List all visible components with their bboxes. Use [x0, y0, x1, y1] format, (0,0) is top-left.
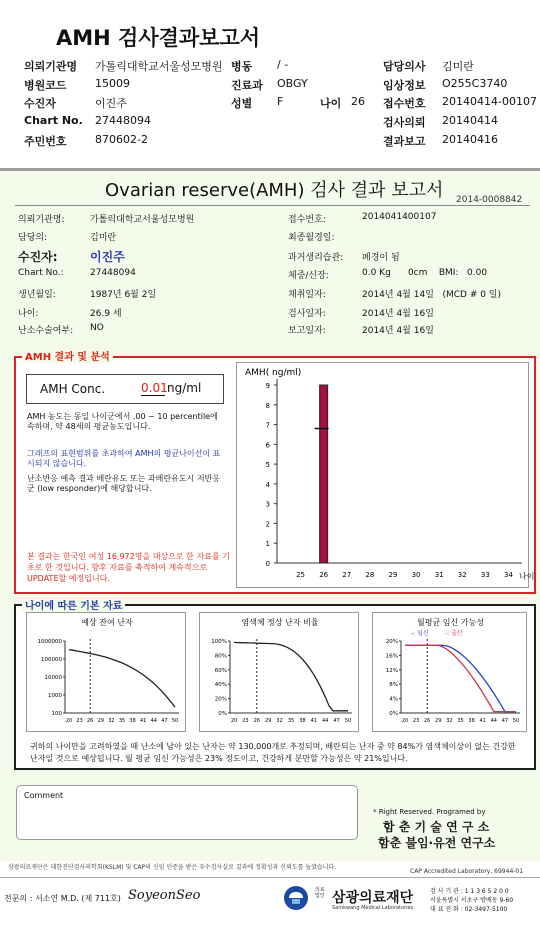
chart-title: 예상 잔여 난자: [81, 618, 133, 627]
report-right-label: 체중/신장:: [288, 271, 329, 281]
top-label: 접수번호: [383, 97, 426, 110]
report-left-value: NO: [90, 323, 104, 333]
chart-x-tick-label: 32: [108, 718, 115, 724]
chart-x-tick-label: 26: [87, 718, 94, 724]
lab-address: 서울특별시 서초구 방배동 9-60: [430, 897, 514, 904]
legend-birth: -: 출산: [445, 630, 463, 637]
amh-y-tick-label: 7: [265, 421, 270, 430]
amh-y-tick-label: 5: [265, 461, 270, 470]
pregnancy-chance-chart-frame: [372, 612, 527, 732]
normal-ratio-curve: [234, 642, 348, 710]
lab-phone: 대 표 전 화 : 02-3497-5100: [430, 906, 508, 913]
amh-bar: [320, 385, 328, 563]
report-left-value: 26.9 세: [90, 309, 122, 319]
top-label: 의뢰기관명: [24, 60, 78, 73]
amh-chart-frame: [236, 362, 535, 588]
title-divider: [15, 205, 530, 206]
chart-x-tick-label: 29: [435, 718, 442, 724]
chart-y-tick-label: 40%: [214, 682, 227, 689]
report-left-label: 담당의:: [18, 233, 48, 243]
chart-y-tick-label: 20%: [385, 639, 398, 645]
chart-x-tick-label: 50: [171, 718, 179, 724]
report-left-value: 27448094: [90, 268, 136, 278]
report-right-value: 2014041400107: [362, 212, 437, 222]
age-summary-text: 귀하의 나이만을 고려하였을 때 난소에 남아 있는 난자는 약 130,000개로 추정되며, 배란되는 난자 중 약 84%가 염색체이상이 없는 건강한 난자일 것으로 예상됩니다. 월 평균 임신 가능성은 23% 정도이고, 건강하게 분만할 가능성은 약 21%입니다.: [30, 742, 516, 763]
top-label: 검사의뢰: [383, 116, 426, 129]
chart-x-tick-label: 38: [129, 718, 136, 724]
top-value: / -: [277, 58, 289, 71]
top-value: 27448094: [95, 114, 151, 127]
amh-x-tick-label: 26: [319, 571, 329, 579]
remaining-eggs-chart-frame: [26, 612, 186, 732]
chart-y-tick-label: 1000000: [37, 639, 62, 645]
amh-y-tick-label: 8: [265, 401, 270, 410]
amh-x-tick-label: 34: [503, 571, 513, 579]
chart-x-tick-label: 41: [310, 718, 317, 724]
chart-x-tick-label: 20: [401, 718, 409, 724]
amh-x-axis-label: 나이: [519, 572, 535, 581]
report-right-label: 접수번호:: [288, 215, 326, 225]
report-right-value: 폐경이 됨: [362, 253, 400, 263]
chart-y-tick-label: 100%: [211, 639, 227, 645]
remaining-eggs-chart: [27, 613, 187, 733]
report-left-label: 수진자:: [18, 250, 58, 264]
amh-y-tick-label: 0: [265, 560, 270, 568]
chart-x-tick-label: 44: [322, 718, 329, 724]
pregnancy-chance-chart: [373, 613, 528, 733]
samkwang-logo-icon: [284, 886, 308, 910]
chart-y-tick-label: 100000: [41, 657, 62, 663]
chart-x-tick-label: 44: [490, 718, 497, 724]
amh-x-tick-label: 29: [388, 571, 398, 579]
chart-x-tick-label: 41: [140, 718, 147, 724]
chart-y-tick-label: 1000: [48, 693, 62, 699]
chart-y-tick-label: 8%: [389, 682, 398, 689]
top-label: 주민번호: [24, 135, 67, 148]
top-label: 수진자: [24, 97, 56, 110]
research-institute-2: 함춘 불임·유전 연구소: [378, 836, 496, 850]
chart-x-tick-label: 44: [150, 718, 157, 724]
amh-x-tick-label: 32: [457, 571, 467, 579]
report-right-label: 검사일자:: [288, 309, 326, 319]
amh-by-age-chart: [237, 363, 535, 589]
chart-x-tick-label: 50: [344, 718, 352, 724]
top-value: 870602-2: [95, 133, 148, 146]
top-value: OBGY: [277, 77, 308, 90]
comment-box: [16, 785, 358, 840]
chart-x-tick-label: 47: [501, 718, 509, 724]
top-label: Chart No.: [24, 114, 83, 127]
chart-x-tick-label: 26: [424, 718, 431, 724]
foundation-english-name: Samkwang Medical Laboratories: [332, 905, 414, 911]
chart-x-tick-label: 20: [230, 718, 238, 724]
report-left-label: 생년월일:: [18, 290, 56, 300]
normal-chromosome-chart: [200, 613, 360, 733]
top-value: F: [277, 95, 284, 108]
chart-title: 염색체 정상 난자 비율: [241, 618, 319, 627]
top-value: 26: [351, 95, 365, 108]
report-left-label: 의뢰기관명:: [18, 215, 65, 225]
amh-y-tick-label: 4: [265, 480, 270, 489]
accreditation-text: 삼광의료재단은 대한진단검사의학회(KSLM) 및 CAP의 신임 인증을 받은 우수검사실로 결과에 정확성과 신뢰도를 높였습니다.: [8, 864, 337, 871]
report-left-value: 이진주: [90, 250, 125, 264]
amh-concentration-box: [26, 374, 224, 404]
top-label: 병동: [231, 60, 253, 73]
top-label: 진료과: [231, 79, 263, 92]
amh-data-note: 본 결과는 한국인 여성 16,972명을 대상으로 한 자료를 기초로 한 것입니다. 향후 자료를 축적하여 계속적으로 UPDATE할 예정입니다.: [27, 552, 230, 583]
amh-x-tick-label: 27: [342, 571, 352, 579]
chart-x-tick-label: 50: [512, 718, 520, 724]
doctor-signature: SoyeonSeo: [128, 888, 201, 903]
legend-pregnancy: -: 임신: [411, 630, 429, 637]
amh-y-tick-label: 6: [265, 441, 270, 450]
top-value: 20140414-00107: [442, 95, 537, 108]
report-left-value: 김미란: [90, 233, 117, 243]
foundation-prefix: 의료 법인: [315, 887, 325, 899]
report-right-value: 2014년 4월 16일: [362, 309, 434, 319]
document-number: 2014-0008842: [456, 195, 523, 205]
top-label: 임상정보: [383, 79, 426, 92]
chart-y-tick-label: 100: [51, 711, 62, 717]
top-label: 병원코드: [24, 79, 67, 92]
top-value: O255C3740: [442, 77, 508, 90]
chart-x-tick-label: 29: [265, 718, 272, 724]
amh-section-title: AMH 결과 및 분석: [22, 348, 113, 363]
top-value: 20140416: [442, 133, 498, 146]
amh-y-axis-label: AMH( ng/ml): [245, 368, 302, 378]
report-right-value: 0.0 Kg 0cm BMI: 0.00: [362, 268, 488, 278]
chart-x-tick-label: 20: [65, 718, 73, 724]
chart-x-tick-label: 41: [479, 718, 486, 724]
chart-y-tick-label: 12%: [385, 667, 398, 674]
top-value: 이진주: [95, 97, 127, 110]
report-left-label: 나이:: [18, 309, 39, 319]
pregnancy-curve: [405, 645, 516, 711]
chart-y-tick-label: 80%: [214, 653, 227, 660]
chart-x-tick-label: 47: [333, 718, 340, 724]
amh-x-tick-label: 30: [411, 571, 421, 579]
report-left-label: 난소수술여부:: [18, 326, 74, 336]
page-title: AMH 검사결과보고서: [56, 26, 261, 50]
top-value: 20140414: [442, 114, 498, 127]
amh-conc-label: AMH Conc.: [40, 382, 106, 396]
report-title: Ovarian reserve(AMH) 검사 결과 보고서: [105, 180, 444, 201]
chart-x-tick-label: 35: [457, 718, 464, 724]
report-right-label: 보고일자:: [288, 326, 326, 336]
amh-x-tick-label: 28: [365, 571, 375, 579]
chart-x-tick-label: 35: [118, 718, 126, 724]
chart-x-tick-label: 35: [287, 718, 295, 724]
chart-x-tick-label: 38: [468, 718, 475, 724]
chart-y-tick-label: 0%: [389, 711, 398, 717]
doctor-name: 전문의 : 서소연 M.D. (제 711호): [4, 894, 121, 903]
normal-chromosome-chart-frame: [199, 612, 359, 732]
amh-y-tick-label: 1: [265, 540, 270, 549]
chart-y-tick-label: 20%: [214, 696, 227, 703]
chart-x-tick-label: 23: [412, 718, 420, 724]
top-label: 결과보고: [383, 135, 426, 148]
amh-response-text: 난소반응 예측 결과 배란유도 또는 과배란유도시 저반응군 (low responder)에 해당합니다.: [27, 474, 220, 493]
amh-percentile-text: AMH 농도는 동일 나이군에서 .00 ~ 10 percentile에 속하며, 약 48세의 평균농도입니다.: [27, 412, 218, 431]
report-right-value: 2014년 4월 14일 (MCD # 0 일): [362, 290, 502, 300]
chart-x-tick-label: 32: [446, 718, 453, 724]
age-section-title: 나이에 따른 기본 자료: [22, 597, 125, 612]
remaining-eggs-curve: [69, 650, 175, 708]
top-label: 성별: [231, 97, 253, 110]
chart-y-tick-label: 0%: [218, 711, 227, 717]
amh-y-tick-label: 2: [265, 520, 270, 529]
comment-label: Comment: [24, 791, 64, 800]
top-value: 15009: [95, 77, 130, 90]
chart-title: 월평균 임신 가능성: [417, 618, 484, 627]
amh-y-tick-label: 3: [265, 500, 270, 509]
chart-y-tick-label: 10000: [44, 675, 62, 681]
chart-x-tick-label: 23: [242, 718, 249, 724]
chart-x-tick-label: 26: [253, 718, 260, 724]
amh-conc-value: 0.01: [141, 381, 168, 395]
amh-x-tick-label: 31: [434, 571, 444, 579]
footer-divider: [0, 877, 540, 878]
chart-x-tick-label: 29: [97, 718, 104, 724]
rights-text: * Right Reserved. Programed by: [373, 808, 486, 816]
report-right-label: 과거생리습관:: [288, 253, 344, 263]
chart-x-tick-label: 32: [276, 718, 283, 724]
amh-x-tick-label: 25: [296, 571, 306, 579]
chart-y-tick-label: 4%: [389, 696, 398, 703]
lab-contact: [430, 887, 513, 914]
amh-x-tick-label: 33: [480, 571, 490, 579]
chart-x-tick-label: 38: [299, 718, 306, 724]
amh-conc-unit: ng/ml: [167, 381, 202, 395]
amh-y-tick-label: 9: [265, 382, 270, 390]
report-left-value: 1987년 6월 2일: [90, 290, 157, 300]
research-institute-1: 함 춘 기 술 연 구 소: [383, 820, 490, 834]
foundation-name: 삼광의료재단: [332, 890, 414, 906]
top-value: 가톨릭대학교서울성모병원: [95, 60, 223, 73]
chart-x-tick-label: 47: [161, 718, 168, 724]
report-right-label: 채취일자:: [288, 290, 326, 300]
top-label: 나이: [320, 97, 342, 110]
report-left-label: Chart No.:: [18, 268, 64, 278]
chart-x-tick-label: 23: [76, 718, 83, 724]
report-right-label: 최종월경일:: [288, 233, 335, 243]
report-right-value: 2014년 4월 16일: [362, 326, 434, 336]
chart-y-tick-label: 60%: [214, 667, 227, 674]
top-value: 김미란: [442, 60, 474, 73]
report-left-value: 가톨릭대학교서울성모병원: [90, 215, 195, 225]
amh-range-note: 그래프의 표현범위를 초과하여 AMH의 평균나이선이 표시되지 않습니다.: [27, 449, 221, 468]
cap-accreditation: CAP Accredited Laboratory, 69944-01: [410, 868, 524, 875]
chart-y-tick-label: 16%: [385, 653, 398, 660]
top-label: 담당의사: [383, 60, 426, 73]
lab-code: 검 사 기 관 : 1 1 3 6 5 2 0 0: [430, 888, 509, 895]
